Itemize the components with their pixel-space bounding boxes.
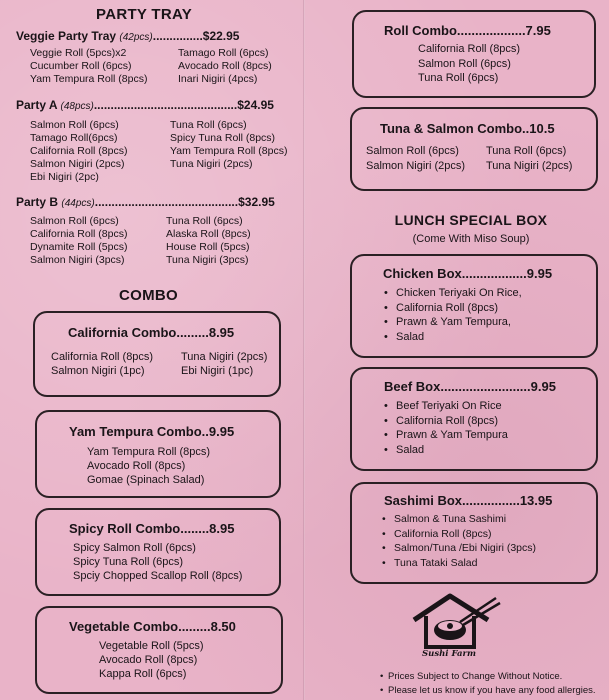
party-a-header bbox=[16, 98, 274, 112]
menu-item: Spciy Chopped Scallop Roll (8pcs) bbox=[73, 570, 243, 582]
menu-item: Tuna Nigiri (2pcs) bbox=[486, 160, 573, 172]
veggie-tray-header bbox=[16, 29, 239, 43]
sashimi-box-title: Sashimi Box................13.95 bbox=[384, 493, 553, 508]
party-b-items bbox=[30, 215, 296, 267]
party-a-price: $24.95 bbox=[237, 98, 274, 112]
chicken-box-box bbox=[350, 254, 598, 358]
veggie-tray-name: Veggie Party Tray bbox=[16, 29, 117, 43]
menu-item: Spicy Tuna Roll (8pcs) bbox=[170, 132, 276, 144]
menu-item: Tuna Nigiri (2pcs) bbox=[181, 351, 268, 363]
menu-item: • Prawn & Yam Tempura bbox=[384, 428, 508, 443]
menu-item: • Salad bbox=[384, 330, 522, 345]
roll-combo-title: Roll Combo...................7.95 bbox=[384, 23, 551, 38]
vegetable-combo-items bbox=[99, 639, 204, 681]
menu-item: Gomae (Spinach Salad) bbox=[87, 474, 205, 486]
menu-item: Cucumber Roll (6pcs) bbox=[30, 60, 132, 72]
roll-combo-items bbox=[418, 42, 520, 86]
menu-item: Spicy Salmon Roll (6pcs) bbox=[73, 542, 196, 554]
menu-item: Avocado Roll (8pcs) bbox=[87, 460, 186, 472]
party-b-name: Party B bbox=[16, 195, 59, 209]
beef-box-items bbox=[384, 399, 508, 457]
party-a-dots: ........................................... bbox=[93, 98, 238, 112]
menu-item: Ebi Nigiri (2pc) bbox=[30, 171, 99, 183]
menu-item: Salmon Nigiri (1pc) bbox=[51, 365, 145, 377]
yam-tempura-combo-box bbox=[35, 410, 281, 498]
menu-item: Kappa Roll (6pcs) bbox=[99, 668, 187, 680]
menu-item: • Salad bbox=[384, 443, 508, 458]
menu-item: Salmon Roll (6pcs) bbox=[418, 57, 511, 70]
menu-item: • Prawn & Yam Tempura, bbox=[384, 315, 522, 330]
roll-combo-box bbox=[352, 10, 596, 98]
menu-item: Veggie Roll (5pcs)x2 bbox=[30, 47, 127, 59]
footer-notes bbox=[380, 670, 596, 698]
party-b-price: $32.95 bbox=[238, 195, 275, 209]
menu-item: Salmon Roll (6pcs) bbox=[30, 119, 119, 131]
menu-item: Tuna Roll (6pcs) bbox=[418, 72, 499, 84]
spicy-roll-combo-box bbox=[35, 508, 281, 596]
menu-item: Ebi Nigiri (1pc) bbox=[181, 365, 254, 377]
menu-item: Yam Tempura Roll (8pcs) bbox=[30, 73, 148, 85]
california-combo-box bbox=[33, 311, 281, 397]
menu-item: Salmon Roll (6pcs) bbox=[30, 215, 119, 227]
tuna-salmon-combo-items bbox=[366, 145, 586, 173]
veggie-tray-items bbox=[30, 47, 308, 86]
beef-box-box bbox=[350, 367, 598, 471]
menu-item: Tamago Roll (6pcs) bbox=[178, 47, 269, 59]
menu-item: California Roll (8pcs) bbox=[30, 145, 128, 157]
yam-tempura-combo-title: Yam Tempura Combo..9.95 bbox=[69, 424, 235, 439]
party-b-count: (44pcs) bbox=[61, 198, 95, 209]
menu-item: Salmon Nigiri (2pcs) bbox=[366, 160, 466, 172]
menu-item: Vegetable Roll (5pcs) bbox=[99, 640, 204, 652]
menu-item: Salmon Nigiri (2pcs) bbox=[30, 158, 125, 170]
beef-box-title: Beef Box.........................9.95 bbox=[384, 379, 556, 394]
allergy-note: • Please let us know if you have any food allergies. bbox=[380, 684, 596, 698]
menu-item: Tuna Nigiri (2pcs) bbox=[170, 158, 253, 170]
veggie-tray-dots: ............... bbox=[152, 29, 203, 43]
menu-item: • Tuna Tataki Salad bbox=[382, 556, 536, 571]
menu-item: Dynamite Roll (5pcs) bbox=[30, 241, 128, 253]
combo-heading: COMBO bbox=[119, 287, 178, 304]
menu-item: Salmon Roll (6pcs) bbox=[366, 145, 459, 157]
lunch-special-heading: LUNCH SPECIAL BOX bbox=[394, 212, 548, 228]
menu-item bbox=[170, 171, 310, 184]
menu-item: • Salmon/Tuna /Ebi Nigiri (3pcs) bbox=[382, 541, 536, 556]
sashimi-box-items bbox=[382, 512, 536, 570]
logo-text: Sushi Farm bbox=[422, 649, 477, 659]
vegetable-combo-box bbox=[35, 606, 283, 694]
party-b-dots: ........................................... bbox=[94, 195, 239, 209]
menu-item: Salmon Nigiri (3pcs) bbox=[30, 254, 125, 266]
menu-item: Yam Tempura Roll (8pcs) bbox=[170, 145, 288, 157]
price-note: • Prices Subject to Change Without Notice. bbox=[380, 670, 596, 684]
sashimi-box-box bbox=[350, 482, 598, 584]
menu-item: Spicy Tuna Roll (6pcs) bbox=[73, 556, 184, 568]
menu-item: • Chicken Teriyaki On Rice, bbox=[384, 286, 522, 301]
vegetable-combo-title: Vegetable Combo.........8.50 bbox=[69, 619, 236, 634]
menu-item: Tuna Roll (6pcs) bbox=[170, 119, 247, 131]
party-tray-heading: PARTY TRAY bbox=[96, 6, 193, 23]
spicy-roll-combo-items bbox=[73, 541, 242, 583]
tuna-salmon-combo-title: Tuna & Salmon Combo..10.5 bbox=[380, 121, 555, 136]
menu-item: Alaska Roll (8pcs) bbox=[166, 228, 251, 240]
menu-item: California Roll (8pcs) bbox=[51, 351, 154, 363]
menu-item: Yam Tempura Roll (8pcs) bbox=[87, 446, 211, 458]
lunch-special-subheading: (Come With Miso Soup) bbox=[412, 233, 530, 245]
menu-item: Tuna Roll (6pcs) bbox=[166, 215, 243, 227]
center-fold bbox=[303, 0, 305, 700]
menu-item: House Roll (5pcs) bbox=[166, 241, 250, 253]
menu-item: • California Roll (8pcs) bbox=[384, 414, 508, 429]
sushi-farm-logo bbox=[408, 592, 504, 664]
menu-item: California Roll (8pcs) bbox=[30, 228, 128, 240]
menu-item: • California Roll (8pcs) bbox=[382, 527, 536, 542]
party-b-header bbox=[16, 195, 275, 209]
party-a-count: (48pcs) bbox=[60, 101, 94, 112]
tuna-salmon-combo-box bbox=[350, 107, 598, 191]
party-a-name: Party A bbox=[16, 98, 58, 112]
menu-item: • California Roll (8pcs) bbox=[384, 301, 522, 316]
house-bowl-logo-icon bbox=[408, 592, 504, 652]
menu-item: Avocado Roll (8pcs) bbox=[178, 60, 272, 72]
menu-item: Tamago Roll(6pcs) bbox=[30, 132, 118, 144]
chicken-box-title: Chicken Box..................9.95 bbox=[383, 266, 553, 281]
california-combo-items bbox=[51, 351, 281, 378]
spicy-roll-combo-title: Spicy Roll Combo........8.95 bbox=[69, 521, 235, 536]
veggie-tray-count: (42pcs) bbox=[119, 32, 153, 43]
menu-item: Tuna Nigiri (3pcs) bbox=[166, 254, 249, 266]
party-a-items bbox=[30, 119, 310, 184]
menu-item: • Salmon & Tuna Sashimi bbox=[382, 512, 536, 527]
california-combo-title: California Combo.........8.95 bbox=[68, 325, 235, 340]
menu-item: Tuna Roll (6pcs) bbox=[486, 145, 567, 157]
chicken-box-items bbox=[384, 286, 522, 344]
menu-item: Inari Nigiri (4pcs) bbox=[178, 73, 258, 85]
menu-item: Avocado Roll (8pcs) bbox=[99, 654, 198, 666]
menu-item: • Beef Teriyaki On Rice bbox=[384, 399, 508, 414]
veggie-tray-price: $22.95 bbox=[202, 29, 240, 43]
menu-item: California Roll (8pcs) bbox=[418, 43, 521, 55]
yam-tempura-combo-items bbox=[87, 445, 210, 487]
